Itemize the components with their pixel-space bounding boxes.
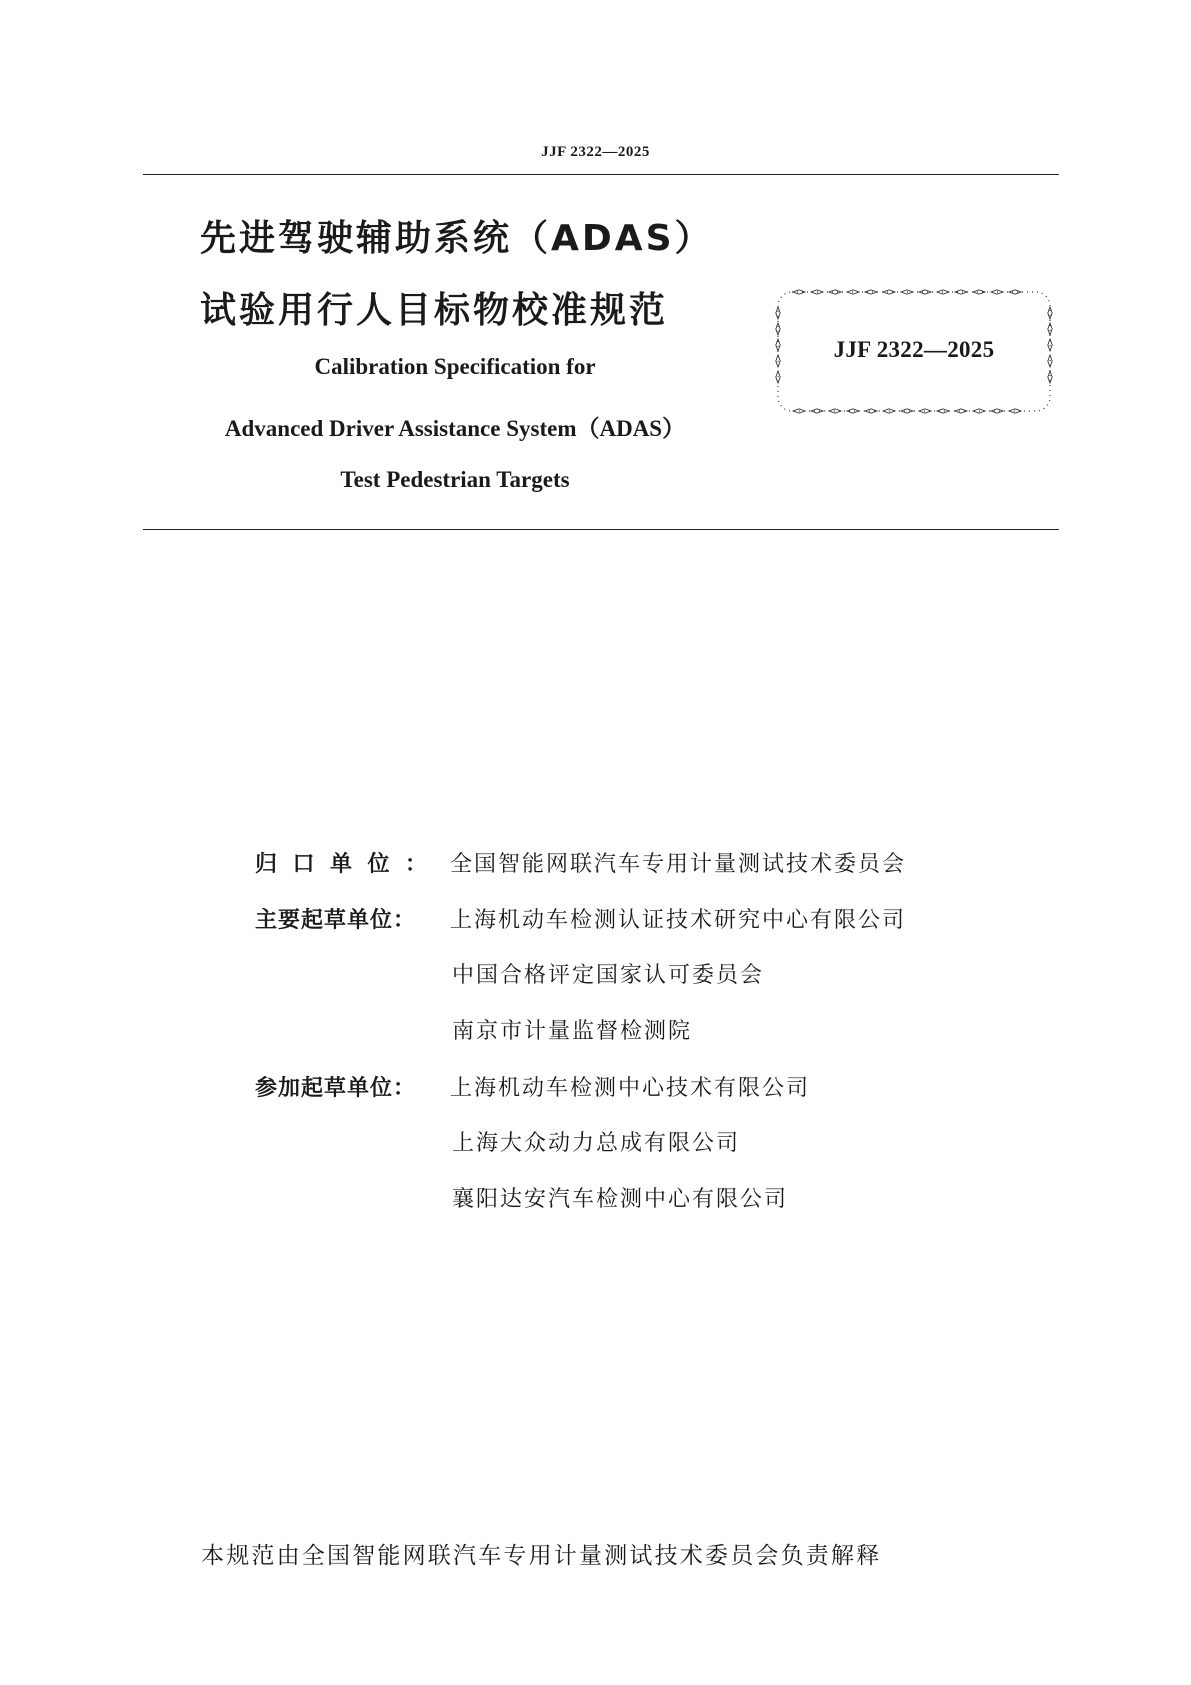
border-diamond-ornament <box>919 290 931 294</box>
border-diamond-ornament <box>1048 307 1052 319</box>
standard-code-box <box>775 289 1053 414</box>
participating-drafting-unit-3: 襄阳达安汽车检测中心有限公司 <box>452 1187 789 1212</box>
border-diamond-ornament <box>865 290 877 294</box>
border-diamond-ornament <box>955 409 967 413</box>
participating-drafting-unit-1: 上海机动车检测中心技术有限公司 <box>450 1076 811 1101</box>
main-drafting-label: 主要起草单位： <box>255 908 417 933</box>
border-diamond-ornament <box>973 290 985 294</box>
centralized-unit-label: 归口单位： <box>255 852 443 877</box>
participating-drafting-unit-2: 上海大众动力总成有限公司 <box>452 1131 741 1156</box>
centralized-unit-value: 全国智能网联汽车专用计量测试技术委员会 <box>450 852 907 877</box>
bottom-title-rule <box>143 529 1059 530</box>
border-diamond-ornament <box>793 290 805 294</box>
border-diamond-ornament <box>1048 323 1052 335</box>
border-diamond-ornament <box>901 409 913 413</box>
border-diamond-ornament <box>865 409 877 413</box>
footer-interpretation-note: 本规范由全国智能网联汽车专用计量测试技术委员会负责解释 <box>201 1543 882 1569</box>
code-box-standard-code: JJF 2322—2025 <box>833 337 995 362</box>
border-diamond-ornament <box>955 290 967 294</box>
border-diamond-ornament <box>1048 371 1052 383</box>
participating-drafting-label: 参加起草单位： <box>255 1076 417 1101</box>
title-en-line3: Test Pedestrian Targets <box>340 467 570 492</box>
border-diamond-ornament <box>829 290 841 294</box>
border-diamond-ornament <box>776 307 780 319</box>
main-drafting-unit-1: 上海机动车检测认证技术研究中心有限公司 <box>450 908 907 933</box>
border-diamond-ornament <box>1009 290 1021 294</box>
border-diamond-ornament <box>811 409 823 413</box>
title-cn-line1: 先进驾驶辅助系统（ADAS） <box>200 218 714 259</box>
centralized-unit-row <box>255 849 906 880</box>
main-drafting-unit-3: 南京市计量监督检测院 <box>452 1019 693 1044</box>
main-drafting-row <box>255 905 906 936</box>
border-diamond-ornament <box>991 409 1003 413</box>
header-standard-code: JJF 2322—2025 <box>541 144 650 160</box>
title-en-line1: Calibration Specification for <box>314 354 596 379</box>
title-en-line2: Advanced Driver Assistance System（ADAS） <box>224 416 686 441</box>
top-rule <box>143 174 1059 175</box>
title-cn-line2: 试验用行人目标物校准规范 <box>200 290 669 331</box>
border-diamond-ornament <box>883 290 895 294</box>
main-drafting-unit-2: 中国合格评定国家认可委员会 <box>452 963 765 988</box>
border-diamond-ornament <box>776 323 780 335</box>
participating-drafting-row <box>255 1073 810 1104</box>
